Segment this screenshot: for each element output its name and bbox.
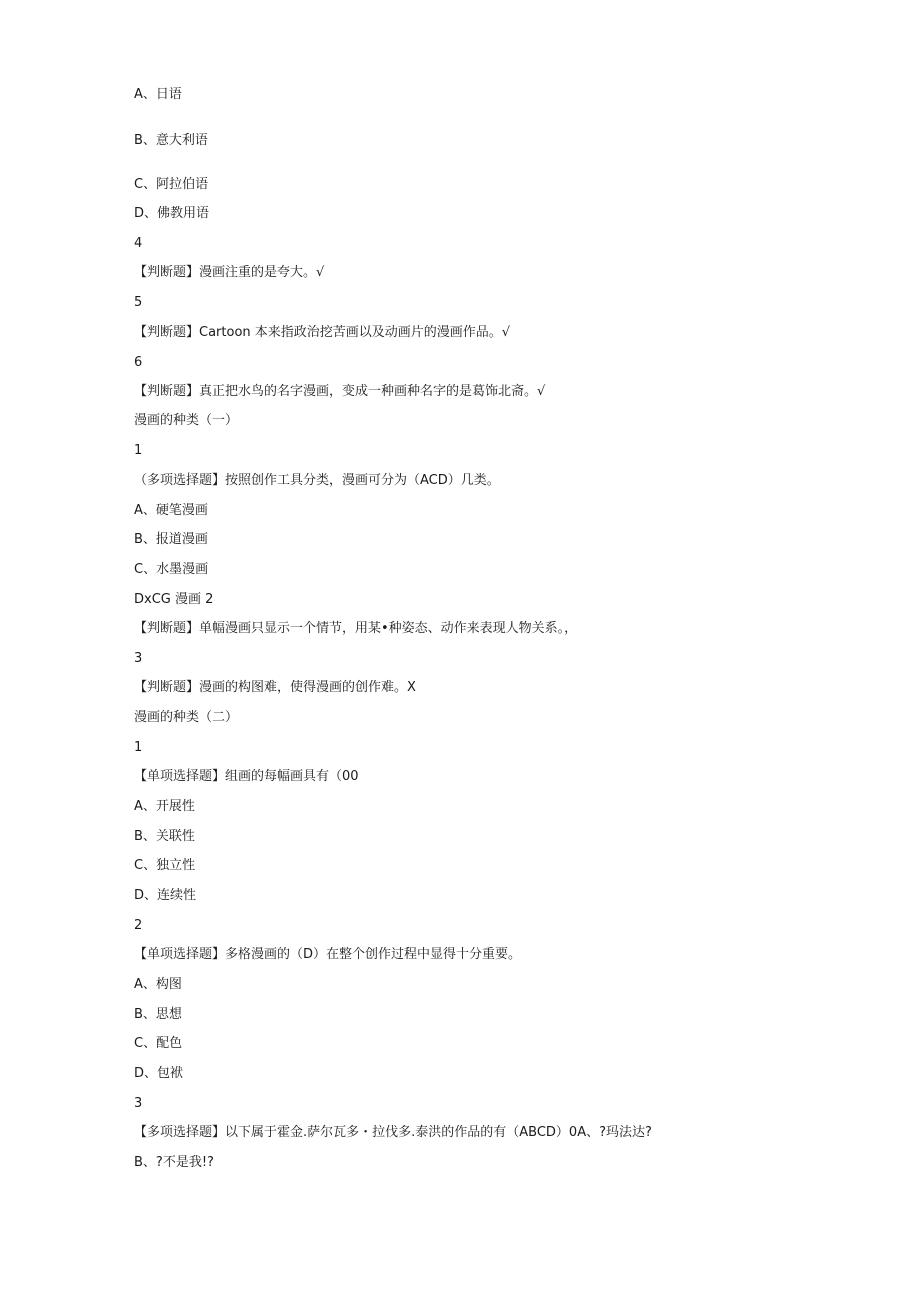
option-b: B、报道漫画 [134,532,208,547]
question-text: 【判断题】漫画注重的是夸大。√ [134,265,325,280]
option-a-japanese: A、日语 [134,87,182,102]
option-c: C、独立性 [134,858,196,873]
question-text: 【判断题】漫画的构图难，使得漫画的创作难。X [134,680,416,695]
question-text: 【单项选择题】组画的每幅画具有（00 [134,769,359,784]
option-d-and-number: DxCG 漫画 2 [134,592,214,607]
option-c: C、水墨漫画 [134,562,209,577]
option-a: A、构图 [134,977,182,992]
question-number: 5 [134,295,143,310]
option-c: C、配色 [134,1036,183,1051]
question-number: 2 [134,918,143,933]
question-text: 【多项选择题】以下属于霍金.萨尔瓦多・拉伐多.泰洪的作品的有（ABCD）0A、?玛法达? [134,1125,652,1140]
question-number: 3 [134,651,143,666]
question-number: 6 [134,355,143,370]
question-text: 【判断题】真正把水鸟的名字漫画，变成一种画种名字的是葛饰北斋。√ [134,384,546,399]
question-text: 【判断题】单幅漫画只显示一个情节，用某•种姿态、动作来表现人物关系。， [134,621,578,636]
option-b: B、思想 [134,1007,182,1022]
option-d: D、包袱 [134,1066,184,1081]
section-heading: 漫画的种类（二） [134,710,239,725]
option-a: A、开展性 [134,799,195,814]
option-c-arabic: C、阿拉伯语 [134,177,209,192]
option-a: A、硬笔漫画 [134,503,208,518]
option-b: B、?不是我!? [134,1155,214,1170]
question-text: 【判断题】Cartoon 本来指政治挖苦画以及动画片的漫画作品。√ [134,325,511,340]
option-d-buddhist-terms: D、佛教用语 [134,206,210,221]
option-d: D、连续性 [134,888,197,903]
question-number: 1 [134,443,143,458]
question-text: 【单项选择题】多格漫画的（D）在整个创作过程中显得十分重要。 [134,947,522,962]
option-b: B、关联性 [134,829,195,844]
question-number: 1 [134,740,143,755]
question-number: 4 [134,236,143,251]
section-heading: 漫画的种类（一） [134,413,239,428]
question-text: （多项选择题】按照创作工具分类，漫画可分为（ACD）几类。 [134,473,500,488]
question-number: 3 [134,1096,143,1111]
option-b-italian: B、意大利语 [134,133,208,148]
